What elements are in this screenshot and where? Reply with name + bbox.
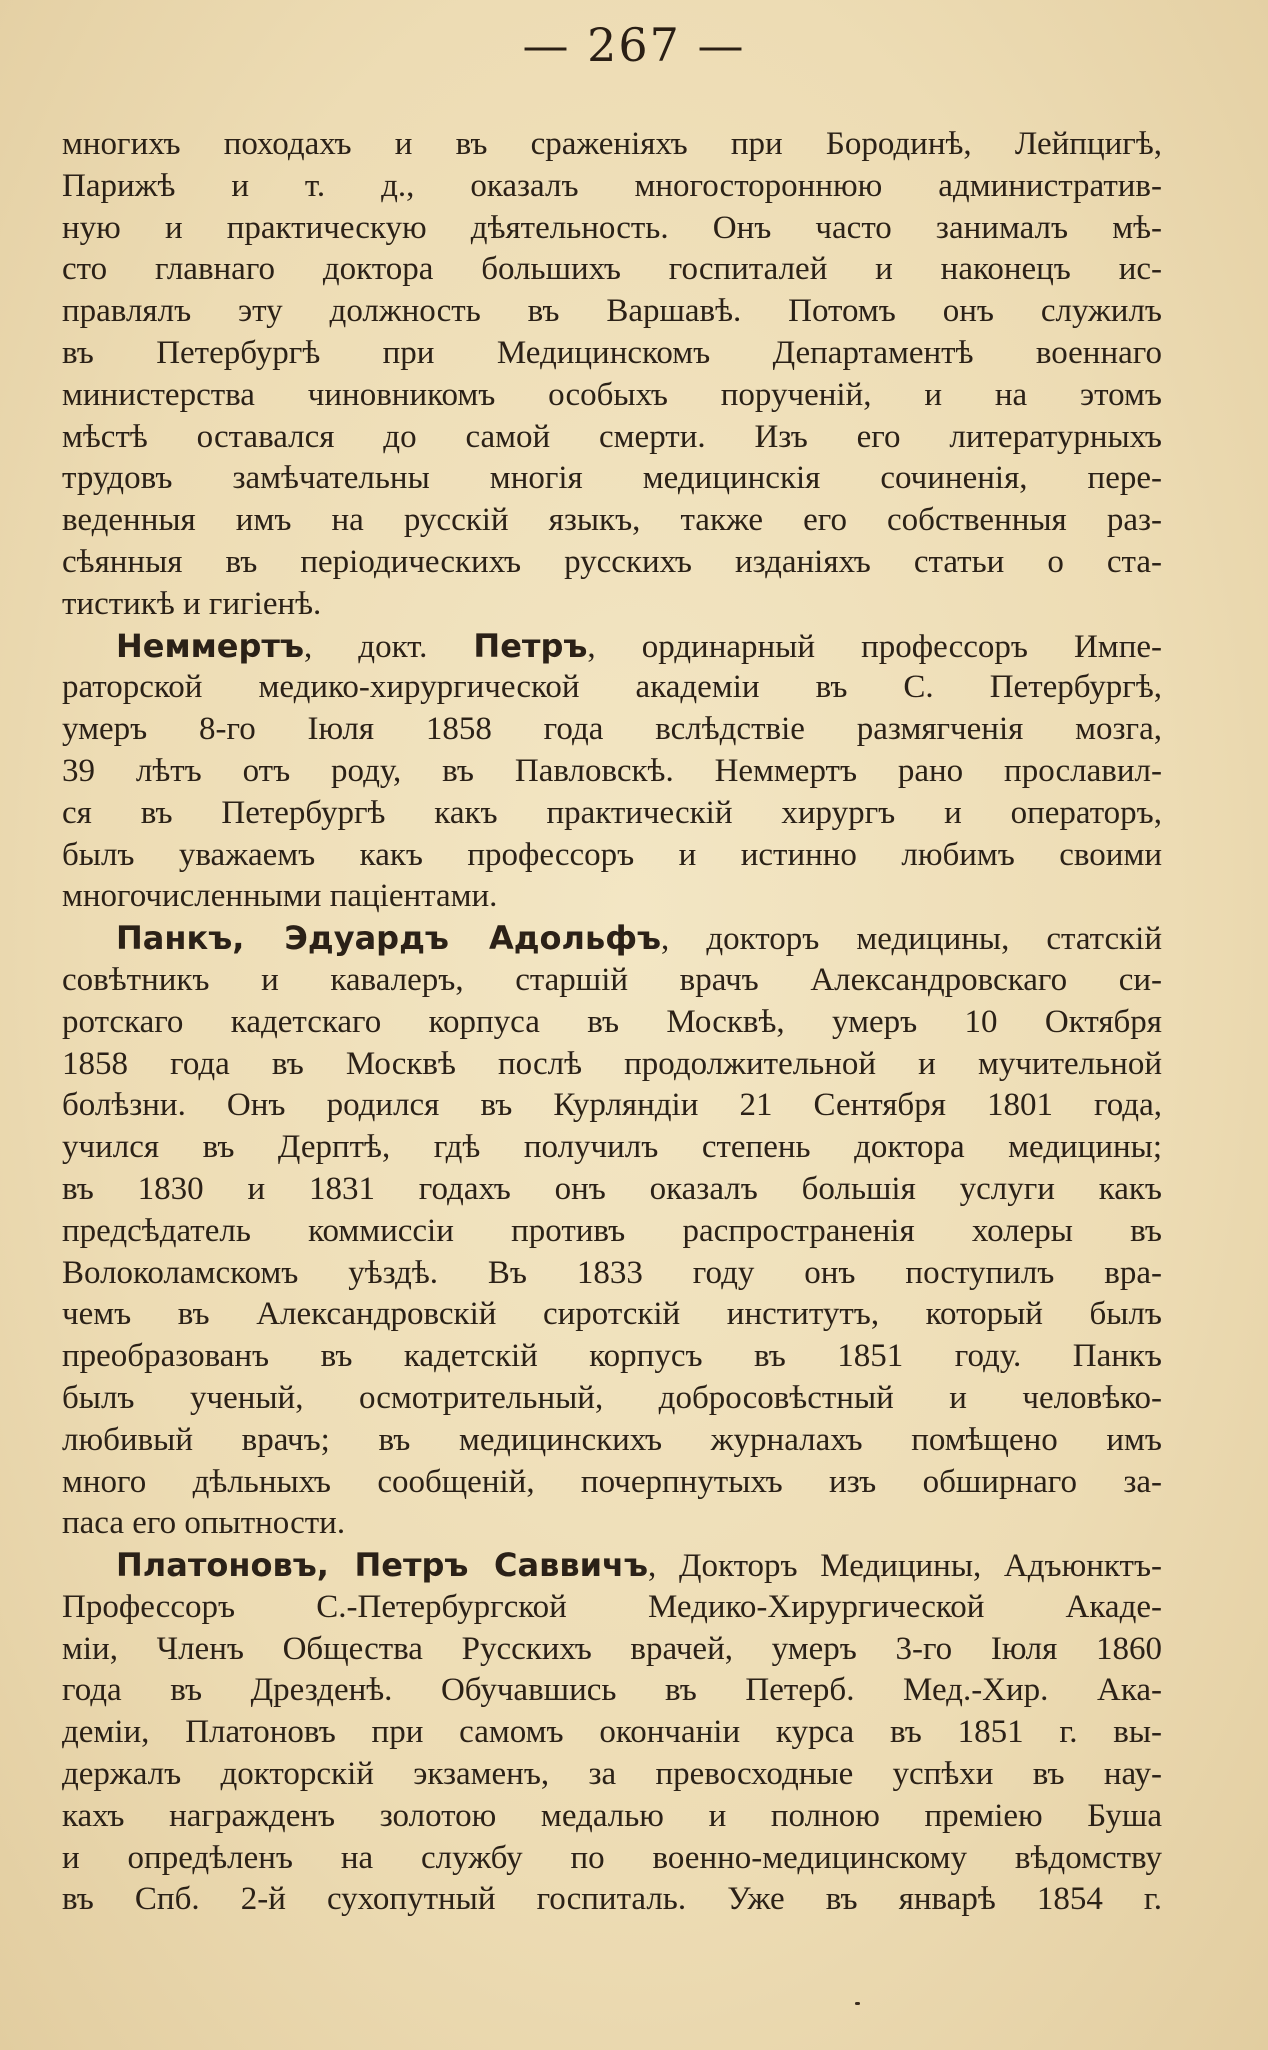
entry-heading-pank: Панкъ, Эдуардъ Адольфъ, докторъ медицины, статскій (116, 919, 1163, 958)
entry-name: Панкъ, Эдуардъ Адольфъ (116, 919, 662, 958)
text-line: предсѣдатель коммиссіи противъ распространенія холеры въ (62, 1212, 1162, 1249)
text-line: министерства чиновникомъ особыхъ порученій, и на этомъ (62, 376, 1162, 413)
text-line: въ Спб. 2-й сухопутный госпиталь. Уже въ январѣ 1854 г. (62, 1881, 1162, 1918)
text-line: былъ уважаемъ какъ профессоръ и истинно любимъ своими (62, 836, 1162, 873)
text-line: учился въ Дерптѣ, гдѣ получилъ степень доктора медицины; (62, 1129, 1162, 1166)
text-line: много дѣльныхъ сообщеній, почерпнутыхъ изъ обширнаго за- (62, 1463, 1162, 1500)
entry-name: Неммертъ (116, 626, 304, 665)
text-line: 39 лѣтъ отъ роду, въ Павловскѣ. Неммертъ рано прославил- (62, 752, 1162, 789)
entry-name: Платоновъ, Петръ Саввичъ (116, 1546, 649, 1585)
text-line: ротскаго кадетскаго корпуса въ Москвѣ, умеръ 10 Октября (62, 1003, 1162, 1040)
text-line: міи, Членъ Общества Русскихъ врачей, умеръ 3-го Іюля 1860 (62, 1630, 1162, 1667)
text-line: года въ Дрезденѣ. Обучавшись въ Петерб. Мед.-Хир. Ака- (62, 1672, 1162, 1709)
text-line: преобразованъ въ кадетскій корпусъ въ 1851 году. Панкъ (62, 1338, 1162, 1375)
text-line: 1858 года въ Москвѣ послѣ продолжительной и мучительной (62, 1045, 1162, 1082)
text-line: сто главнаго доктора большихъ госпиталей и наконецъ ис- (62, 251, 1162, 288)
body-text (62, 124, 1162, 1921)
text-line: многочисленными паціентами. (62, 878, 498, 915)
text-line: умеръ 8-го Іюля 1858 года вслѣдствіе размягченія мозга, (62, 711, 1162, 748)
text-line: деміи, Платоновъ при самомъ окончаніи курса въ 1851 г. вы- (62, 1714, 1162, 1751)
text-line: веденныя имъ на русскій языкъ, также его собственныя раз- (62, 502, 1162, 539)
ink-speck (855, 2002, 860, 2005)
text-line: правлялъ эту должность въ Варшавѣ. Потомъ онъ служилъ (62, 293, 1162, 330)
text-line: держалъ докторскій экзаменъ, за превосходные успѣхи въ нау- (62, 1756, 1162, 1793)
text-line: кахъ награжденъ золотою медалью и полною преміею Буша (62, 1797, 1162, 1834)
text-line: тистикѣ и гигіенѣ. (62, 585, 322, 622)
page-number: — 267 — (522, 18, 746, 72)
text-line: любивый врачъ; въ медицинскихъ журналахъ помѣщено имъ (62, 1421, 1162, 1458)
text-line: мѣстѣ оставался до самой смерти. Изъ его литературныхъ (62, 418, 1162, 455)
entry-heading-nemmert: Неммертъ, докт. Петръ, ординарный профессоръ Импе- (116, 626, 1162, 665)
text-line: болѣзни. Онъ родился въ Курляндіи 21 Сентября 1801 года, (62, 1087, 1162, 1124)
text-line: ся въ Петербургѣ какъ практическій хирургъ и операторъ, (62, 794, 1162, 831)
text-line: Волоколамскомъ уѣздѣ. Въ 1833 году онъ поступилъ вра- (62, 1254, 1162, 1291)
text-line: сѣянныя въ періодическихъ русскихъ изданіяхъ статьи о ста- (62, 543, 1162, 580)
text-line: паса его опытности. (62, 1505, 346, 1542)
text-line: былъ ученый, осмотрительный, добросовѣстный и человѣко- (62, 1379, 1162, 1416)
text-line: въ 1830 и 1831 годахъ онъ оказалъ большія услуги какъ (62, 1170, 1162, 1207)
text-line: ную и практическую дѣятельность. Онъ часто занималъ мѣ- (62, 209, 1162, 246)
text-line: раторской медико-хирургической академіи въ С. Петербургѣ, (62, 669, 1162, 706)
entry-heading-platonov: Платоновъ, Петръ Саввичъ, Докторъ Медицины, Адъюнктъ- (116, 1546, 1163, 1585)
text-line: Парижѣ и т. д., оказалъ многостороннюю административ- (62, 167, 1162, 204)
text-line: многихъ походахъ и въ сраженіяхъ при Бородинѣ, Лейпцигѣ, (62, 126, 1162, 162)
text-line: чемъ въ Александровскій сиротскій институтъ, который былъ (62, 1296, 1162, 1333)
text-line: Профессоръ С.-Петербургской Медико-Хирургической Акаде- (62, 1588, 1162, 1625)
text-line: трудовъ замѣчательны многія медицинскія сочиненія, пере- (62, 460, 1162, 497)
entry-given-name: Петръ (473, 626, 588, 665)
text-line: и опредѣленъ на службу по военно-медицинскому вѣдомству (62, 1839, 1162, 1876)
text-line: въ Петербургѣ при Медицинскомъ Департаментѣ военнаго (62, 334, 1162, 371)
text-line: совѣтникъ и кавалеръ, старшій врачъ Александровскаго си- (62, 961, 1162, 998)
